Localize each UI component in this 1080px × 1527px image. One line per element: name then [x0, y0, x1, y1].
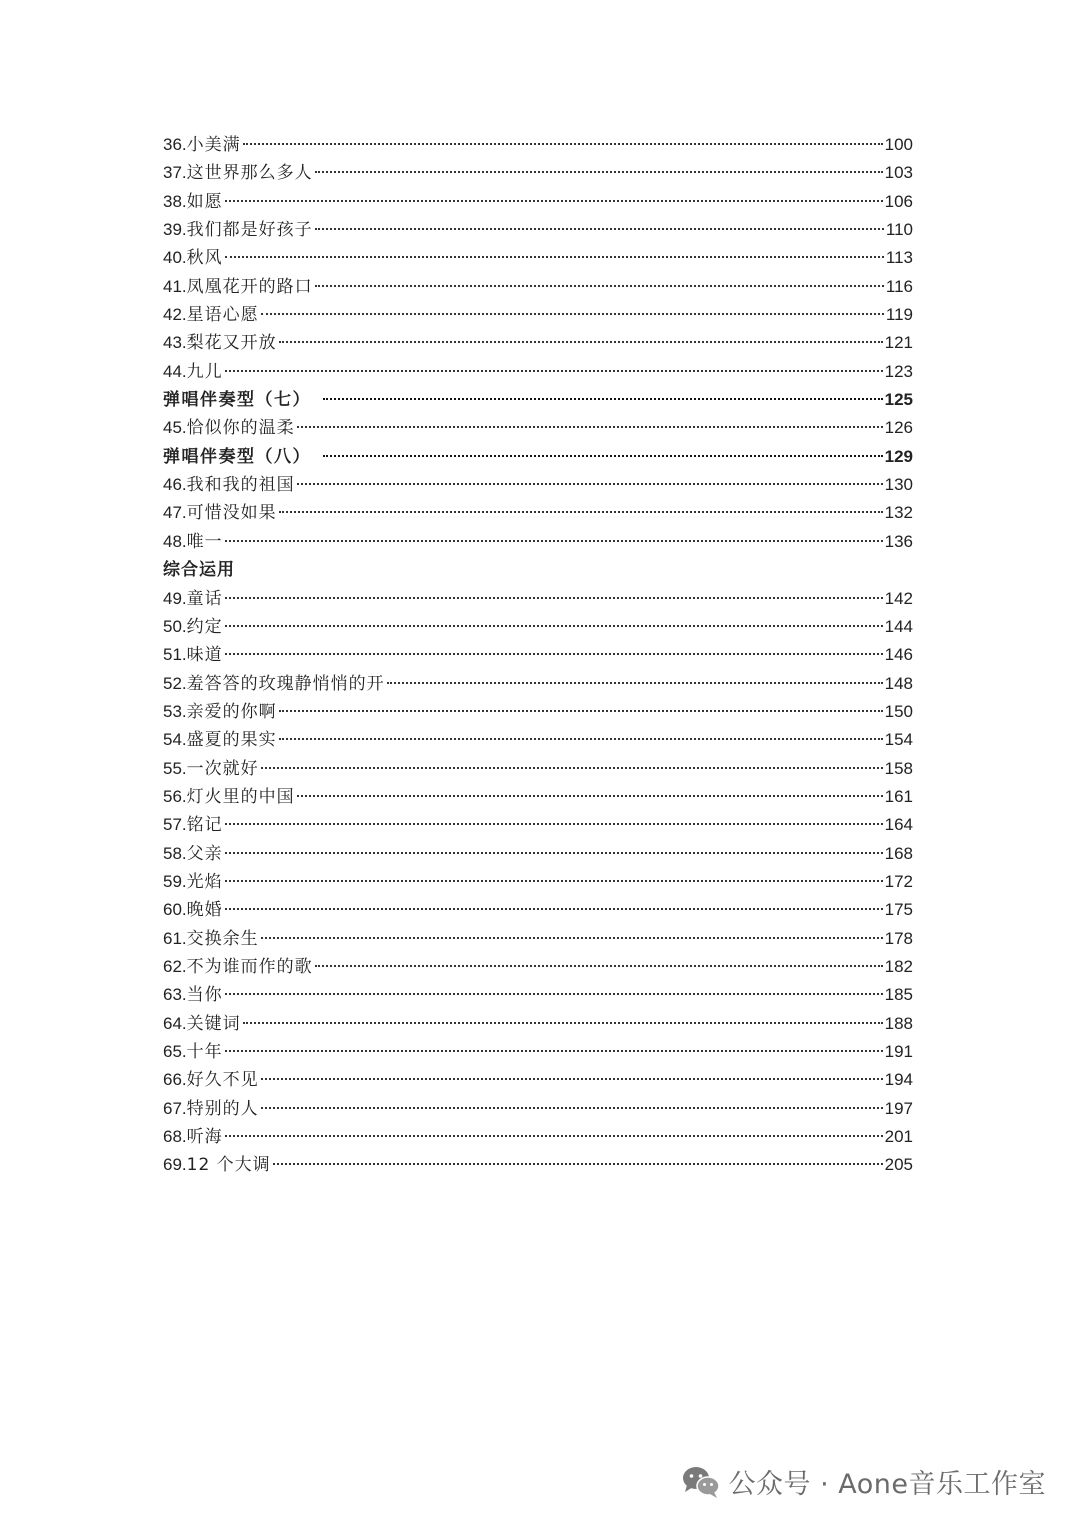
toc-entry	[163, 1066, 913, 1094]
toc-entry-title: 凤凰花开的路口	[186, 276, 313, 297]
toc-entry-title: 星语心愿	[186, 305, 259, 326]
toc-entry-page: 191	[884, 1042, 913, 1061]
dot-leader	[279, 738, 883, 740]
toc-entry-page: 146	[884, 645, 913, 665]
toc-entry-number: 46.	[163, 475, 187, 495]
toc-entry-number: 69.	[163, 1155, 187, 1175]
toc-entry	[163, 159, 913, 187]
toc-entry-title: 这世界那么多人	[186, 163, 313, 184]
dot-leader	[297, 795, 883, 797]
toc-entry-number: 57.	[163, 815, 187, 835]
toc-entry-number: 45.	[163, 418, 187, 438]
toc-entry-page: 121	[884, 333, 913, 353]
dot-leader	[225, 1135, 883, 1137]
dot-leader	[225, 653, 883, 655]
toc-entry	[163, 244, 913, 272]
toc-section-entry	[163, 443, 913, 471]
toc-entry-page: 132	[884, 503, 913, 523]
toc-entry-page: 185	[884, 985, 913, 1005]
toc-entry-title: 听海	[186, 1127, 223, 1148]
toc-entry-page: 154	[884, 730, 913, 750]
toc-entry-title: 梨花又开放	[186, 333, 277, 354]
dot-leader	[225, 597, 883, 599]
toc-entry-number: 37.	[163, 163, 187, 183]
toc-entry-page: 106	[884, 191, 913, 211]
dot-leader	[261, 313, 884, 315]
dot-leader	[297, 426, 883, 428]
dot-leader	[225, 993, 883, 995]
dot-leader	[315, 228, 884, 230]
dot-leader	[225, 370, 883, 372]
toc-entry	[163, 641, 913, 669]
toc-entry	[163, 358, 913, 386]
toc-entry-page: 205	[884, 1155, 913, 1175]
toc-entry-title: 盛夏的果实	[186, 730, 277, 751]
toc-entry	[163, 131, 913, 159]
toc-entry-page: 126	[884, 418, 913, 438]
toc-entry-page: 142	[884, 588, 913, 608]
toc-entry	[163, 471, 913, 499]
toc-entry	[163, 981, 913, 1009]
toc-entry-number: 56.	[163, 786, 187, 806]
toc-entry-number: 47.	[163, 503, 187, 523]
toc-entry-number: 51.	[163, 645, 187, 665]
toc-entry	[163, 585, 913, 613]
toc-section-entry	[163, 386, 913, 414]
toc-entry-page: 116	[885, 276, 913, 296]
toc-entry-title: 味道	[186, 645, 223, 666]
dot-leader	[273, 1163, 883, 1165]
dot-leader	[279, 710, 883, 712]
dot-leader	[323, 398, 883, 400]
toc-entry	[163, 1151, 913, 1179]
toc-entry-number: 43.	[163, 333, 187, 353]
toc-entry-number: 49.	[163, 588, 187, 608]
toc-entry-title: 一次就好	[186, 758, 259, 779]
toc-entry-title: 特别的人	[186, 1098, 259, 1119]
toc-entry-page: 182	[884, 956, 913, 976]
toc-entry-title: 关键词	[186, 1013, 241, 1034]
dot-leader	[225, 540, 883, 542]
toc-entry-page: 100	[884, 135, 913, 154]
toc-entry-number: 67.	[163, 1098, 187, 1118]
toc-entry	[163, 499, 913, 527]
toc-entry-page: 178	[884, 928, 913, 948]
toc-entry-title: 我和我的祖国	[186, 475, 295, 496]
toc-entry-title: 晚婚	[186, 900, 223, 921]
toc-entry	[163, 1123, 913, 1151]
toc-entry-page: 194	[884, 1070, 913, 1090]
dot-leader	[225, 1050, 883, 1052]
toc-entry-number: 55.	[163, 758, 187, 778]
toc-entry-page: 129	[884, 446, 913, 466]
toc-entry-page: 113	[885, 248, 913, 268]
toc-entry	[163, 726, 913, 754]
dot-leader	[243, 1022, 883, 1024]
toc-entry-page: 125	[884, 390, 913, 410]
dot-leader	[315, 965, 883, 967]
toc-entry-number: 63.	[163, 985, 187, 1005]
toc-entry-page: 119	[885, 305, 913, 325]
toc-entry-number: 39.	[163, 220, 187, 240]
toc-entry-number: 50.	[163, 616, 187, 636]
toc-entry-page: 130	[884, 475, 913, 495]
toc-entry-page: 150	[884, 701, 913, 721]
toc-entry-page: 103	[884, 163, 913, 183]
dot-leader	[225, 880, 883, 882]
toc-entry-number: 48.	[163, 531, 187, 551]
toc-entry-page: 168	[884, 843, 913, 863]
toc-entry-number: 60.	[163, 900, 187, 920]
dot-leader	[315, 171, 883, 173]
toc-entry	[163, 329, 913, 357]
toc-entry-title: 秋风	[186, 248, 223, 269]
toc-entry-page: 158	[884, 758, 913, 778]
toc-entry-title: 如愿	[186, 191, 223, 212]
toc-entry	[163, 755, 913, 783]
toc-entry-page: 123	[884, 361, 913, 381]
toc-entry-page: 201	[884, 1127, 913, 1147]
dot-leader	[225, 625, 883, 627]
toc-entry-number: 52.	[163, 673, 187, 693]
toc-entry-title: 九儿	[186, 361, 223, 382]
toc-entry-page: 144	[884, 616, 913, 636]
toc-entry	[163, 783, 913, 811]
toc-entry-title: 小美满	[186, 135, 241, 155]
watermark	[681, 1462, 1047, 1501]
table-of-contents	[163, 131, 913, 1180]
toc-entry-page: 164	[884, 815, 913, 835]
toc-entry	[163, 896, 913, 924]
toc-entry-number: 62.	[163, 956, 187, 976]
toc-entry-page: 172	[884, 871, 913, 891]
toc-entry-title: 好久不见	[186, 1070, 259, 1091]
toc-entry	[163, 925, 913, 953]
dot-leader	[225, 908, 883, 910]
toc-entry-number: 59.	[163, 871, 187, 891]
toc-entry-title: 父亲	[186, 843, 223, 864]
toc-entry	[163, 698, 913, 726]
toc-heading	[163, 556, 913, 584]
toc-entry-title: 灯火里的中国	[186, 786, 295, 807]
dot-leader	[261, 937, 883, 939]
toc-entry	[163, 528, 913, 556]
dot-leader	[225, 823, 883, 825]
toc-entry	[163, 301, 913, 329]
toc-entry-title: 弹唱伴奏型（七）	[163, 390, 311, 411]
toc-entry-number: 38.	[163, 191, 187, 211]
toc-entry-number: 44.	[163, 361, 187, 381]
toc-entry-page: 175	[884, 900, 913, 920]
dot-leader	[279, 511, 883, 513]
toc-entry	[163, 811, 913, 839]
watermark-text: 公众号 · Aone音乐工作室	[728, 1469, 1046, 1500]
toc-entry	[163, 1038, 913, 1066]
toc-entry-number: 40.	[163, 248, 187, 268]
toc-entry-page: 188	[884, 1013, 913, 1033]
toc-entry	[163, 1010, 913, 1038]
toc-entry-title: 十年	[186, 1042, 223, 1062]
dot-leader	[225, 200, 883, 202]
dot-leader	[279, 341, 883, 343]
toc-entry-number: 61.	[163, 928, 187, 948]
toc-entry-number: 41.	[163, 276, 187, 296]
toc-entry-number: 42.	[163, 305, 187, 325]
dot-leader	[225, 256, 884, 258]
toc-entry-page: 136	[884, 531, 913, 551]
dot-leader	[243, 143, 883, 145]
toc-entry-number: 54.	[163, 730, 187, 750]
toc-entry-title: 光焰	[186, 871, 223, 892]
dot-leader	[261, 1107, 883, 1109]
dot-leader	[315, 285, 884, 287]
toc-entry-page: 148	[884, 673, 913, 693]
toc-entry-number: 66.	[163, 1070, 187, 1090]
toc-entry	[163, 273, 913, 301]
toc-entry-page: 161	[884, 786, 913, 806]
toc-entry	[163, 868, 913, 896]
wechat-icon	[681, 1465, 721, 1499]
dot-leader	[323, 455, 883, 457]
toc-entry-number: 36.	[163, 135, 187, 154]
toc-entry-title: 童话	[186, 588, 223, 609]
dot-leader	[387, 682, 883, 684]
toc-entry-number: 64.	[163, 1013, 187, 1033]
toc-entry-number: 68.	[163, 1127, 187, 1147]
toc-entry-title: 唯一	[186, 531, 223, 552]
toc-entry	[163, 1095, 913, 1123]
toc-entry-title: 我们都是好孩子	[186, 220, 313, 241]
toc-entry-title: 当你	[186, 985, 223, 1006]
toc-entry	[163, 840, 913, 868]
toc-entry-title: 12 个大调	[186, 1155, 271, 1176]
toc-entry-number: 65.	[163, 1042, 187, 1061]
toc-entry	[163, 613, 913, 641]
dot-leader	[225, 852, 883, 854]
toc-entry-title: 铭记	[186, 815, 223, 836]
toc-entry-title: 羞答答的玫瑰静悄悄的开	[186, 673, 385, 694]
toc-entry-title: 亲爱的你啊	[186, 701, 277, 722]
toc-entry-title: 可惜没如果	[186, 503, 277, 524]
toc-entry-title: 交换余生	[186, 928, 259, 949]
toc-entry-page: 197	[884, 1098, 913, 1118]
toc-entry-title: 恰似你的温柔	[186, 418, 295, 439]
toc-entry-page: 110	[885, 220, 913, 240]
toc-entry-number: 58.	[163, 843, 187, 863]
toc-entry-number: 53.	[163, 701, 187, 721]
toc-entry	[163, 953, 913, 981]
dot-leader	[261, 1078, 883, 1080]
dot-leader	[261, 767, 883, 769]
toc-entry-title: 弹唱伴奏型（八）	[163, 446, 311, 467]
toc-entry	[163, 188, 913, 216]
toc-entry-title: 不为谁而作的歌	[186, 956, 313, 977]
toc-entry	[163, 414, 913, 442]
toc-entry	[163, 670, 913, 698]
toc-entry	[163, 216, 913, 244]
dot-leader	[297, 483, 883, 485]
toc-entry-title: 综合运用	[163, 560, 235, 581]
toc-entry-title: 约定	[186, 616, 223, 637]
